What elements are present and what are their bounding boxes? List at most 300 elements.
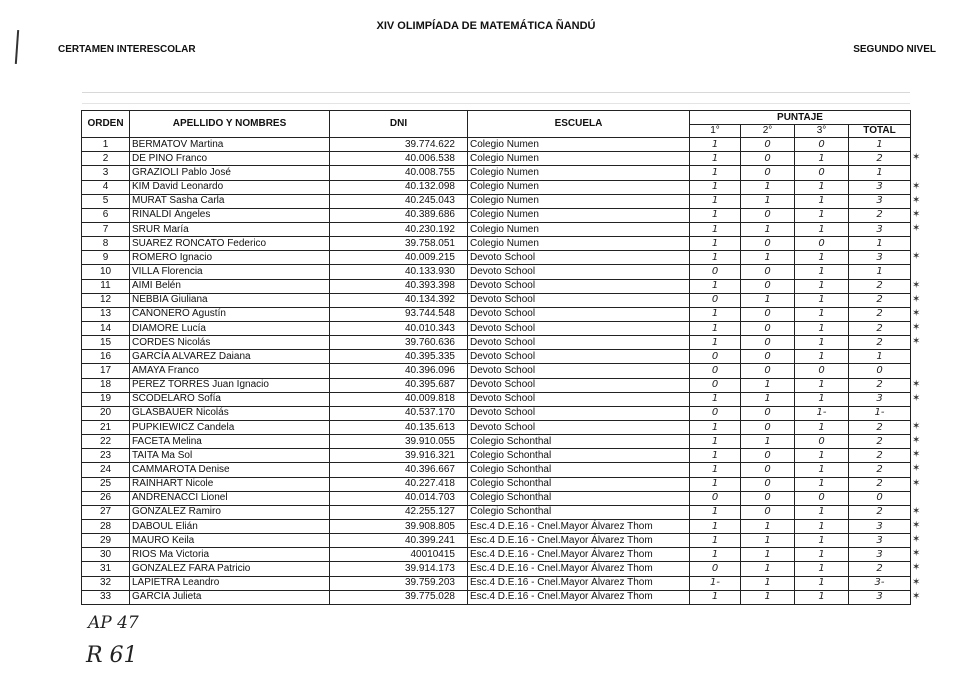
cell-orden: 20 <box>82 406 130 420</box>
cell-escuela: Devoto School <box>468 321 690 335</box>
cell-total: 2 <box>849 279 911 293</box>
cell-total: 2 <box>849 449 911 463</box>
cell-total: 2 <box>849 562 911 576</box>
cell-p2: 1 <box>741 392 795 406</box>
cell-p1: 1 <box>690 548 741 562</box>
competition-label: CERTAMEN INTERESCOLAR <box>58 44 196 55</box>
table-row <box>82 222 911 236</box>
cell-dni: 39.910.055 <box>330 435 468 449</box>
results-table <box>81 110 911 605</box>
cell-total: 0 <box>849 364 911 378</box>
cell-dni: 39.774.622 <box>330 138 468 152</box>
cell-p2: 0 <box>741 350 795 364</box>
table-row <box>82 307 911 321</box>
cell-orden: 19 <box>82 392 130 406</box>
cell-escuela: Esc.4 D.E.16 - Cnel.Mayor Álvarez Thom <box>468 590 690 604</box>
table-row <box>82 336 911 350</box>
margin-check-mark: ✶ <box>912 294 921 305</box>
margin-check-mark: ✶ <box>912 251 921 262</box>
cell-p3: 0 <box>795 237 849 251</box>
cell-escuela: Esc.4 D.E.16 - Cnel.Mayor Álvarez Thom <box>468 548 690 562</box>
table-row <box>82 392 911 406</box>
cell-nombre: GARCÍA Julieta <box>130 590 330 604</box>
cell-p2: 0 <box>741 307 795 321</box>
header-p2: 2° <box>741 125 795 138</box>
cell-p1: 1 <box>690 463 741 477</box>
cell-orden: 7 <box>82 222 130 236</box>
cell-escuela: Esc.4 D.E.16 - Cnel.Mayor Álvarez Thom <box>468 519 690 533</box>
cell-total: 1 <box>849 138 911 152</box>
cell-p1: 1 <box>690 138 741 152</box>
header-p3: 3° <box>795 125 849 138</box>
cell-total: 2 <box>849 505 911 519</box>
cell-escuela: Devoto School <box>468 265 690 279</box>
cell-total: 3- <box>849 576 911 590</box>
cell-dni: 39.759.203 <box>330 576 468 590</box>
cell-p3: 1 <box>795 152 849 166</box>
table-row <box>82 166 911 180</box>
cell-total: 3 <box>849 222 911 236</box>
table-row <box>82 435 911 449</box>
table-row <box>82 138 911 152</box>
cell-p3: 0 <box>795 138 849 152</box>
margin-check-mark: ✶ <box>912 195 921 206</box>
cell-nombre: AIMI Belén <box>130 279 330 293</box>
cell-dni: 42.255.127 <box>330 505 468 519</box>
cell-nombre: ROMERO Ignacio <box>130 251 330 265</box>
cell-total: 2 <box>849 463 911 477</box>
cell-p2: 0 <box>741 505 795 519</box>
cell-escuela: Devoto School <box>468 336 690 350</box>
cell-p3: 1 <box>795 251 849 265</box>
cell-escuela: Devoto School <box>468 392 690 406</box>
cell-orden: 11 <box>82 279 130 293</box>
cell-dni: 40.396.667 <box>330 463 468 477</box>
cell-nombre: SRUR María <box>130 222 330 236</box>
cell-p2: 0 <box>741 208 795 222</box>
cell-dni: 40.135.613 <box>330 420 468 434</box>
cell-total: 2 <box>849 307 911 321</box>
cell-orden: 12 <box>82 293 130 307</box>
cell-nombre: SCODELARO Sofía <box>130 392 330 406</box>
cell-nombre: CAMMAROTA Denise <box>130 463 330 477</box>
cell-orden: 24 <box>82 463 130 477</box>
cell-nombre: RINALDI Ángeles <box>130 208 330 222</box>
header-escuela: ESCUELA <box>468 111 690 138</box>
cell-dni: 40.395.335 <box>330 350 468 364</box>
cell-dni: 40.009.818 <box>330 392 468 406</box>
table-row <box>82 420 911 434</box>
cell-dni: 40.389.686 <box>330 208 468 222</box>
cell-orden: 8 <box>82 237 130 251</box>
cell-p1: 1 <box>690 435 741 449</box>
cell-orden: 16 <box>82 350 130 364</box>
cell-p2: 0 <box>741 152 795 166</box>
cell-p3: 1 <box>795 463 849 477</box>
cell-p2: 1 <box>741 576 795 590</box>
cell-dni: 40.010.343 <box>330 321 468 335</box>
cell-dni: 40.245.043 <box>330 194 468 208</box>
cell-p3: 0 <box>795 435 849 449</box>
cell-total: 3 <box>849 392 911 406</box>
cell-total: 3 <box>849 548 911 562</box>
margin-check-mark: ✶ <box>912 181 921 192</box>
table-row <box>82 279 911 293</box>
cell-dni: 40.396.096 <box>330 364 468 378</box>
cell-nombre: MAURO Keila <box>130 534 330 548</box>
cell-p2: 0 <box>741 420 795 434</box>
cell-p1: 1 <box>690 519 741 533</box>
cell-orden: 32 <box>82 576 130 590</box>
table-row <box>82 576 911 590</box>
table-row <box>82 449 911 463</box>
cell-orden: 29 <box>82 534 130 548</box>
cell-escuela: Colegio Numen <box>468 208 690 222</box>
cell-dni: 40.227.418 <box>330 477 468 491</box>
cell-dni: 39.908.805 <box>330 519 468 533</box>
table-row <box>82 208 911 222</box>
cell-nombre: KIM David Leonardo <box>130 180 330 194</box>
cell-orden: 1 <box>82 138 130 152</box>
cell-dni: 39.758.051 <box>330 237 468 251</box>
cell-total: 1 <box>849 265 911 279</box>
cell-dni: 39.914.173 <box>330 562 468 576</box>
cell-p2: 1 <box>741 251 795 265</box>
cell-p3: 1- <box>795 406 849 420</box>
cell-p3: 1 <box>795 336 849 350</box>
table-row <box>82 364 911 378</box>
cell-nombre: AMAYA Franco <box>130 364 330 378</box>
cell-nombre: GRAZIOLI Pablo José <box>130 166 330 180</box>
results-body <box>82 138 911 605</box>
cell-orden: 31 <box>82 562 130 576</box>
cell-p2: 0 <box>741 279 795 293</box>
margin-check-mark: ✶ <box>912 152 921 163</box>
cell-dni: 40.133.930 <box>330 265 468 279</box>
cell-total: 2 <box>849 336 911 350</box>
cell-dni: 39.760.636 <box>330 336 468 350</box>
cell-p2: 1 <box>741 590 795 604</box>
cell-total: 1 <box>849 166 911 180</box>
cell-nombre: PUPKIEWICZ Candela <box>130 420 330 434</box>
table-row <box>82 350 911 364</box>
cell-nombre: MURAT Sasha Carla <box>130 194 330 208</box>
cell-nombre: RIOS Ma Victoria <box>130 548 330 562</box>
cell-dni: 40010415 <box>330 548 468 562</box>
cell-p1: 0 <box>690 378 741 392</box>
cell-orden: 27 <box>82 505 130 519</box>
table-row <box>82 463 911 477</box>
cell-orden: 30 <box>82 548 130 562</box>
margin-check-mark: ✶ <box>912 421 921 432</box>
cell-escuela: Devoto School <box>468 420 690 434</box>
table-row <box>82 406 911 420</box>
cell-p3: 0 <box>795 166 849 180</box>
margin-check-mark: ✶ <box>912 562 921 573</box>
cell-escuela: Colegio Schonthal <box>468 505 690 519</box>
cell-orden: 23 <box>82 449 130 463</box>
cell-nombre: CAÑONERO Agustín <box>130 307 330 321</box>
cell-p3: 1 <box>795 307 849 321</box>
cell-orden: 3 <box>82 166 130 180</box>
cell-escuela: Colegio Schonthal <box>468 449 690 463</box>
header-total: TOTAL <box>849 125 911 138</box>
cell-p1: 1 <box>690 590 741 604</box>
cell-orden: 5 <box>82 194 130 208</box>
margin-check-mark: ✶ <box>912 336 921 347</box>
table-row <box>82 505 911 519</box>
cell-p2: 1 <box>741 534 795 548</box>
margin-check-mark: ✶ <box>912 449 921 460</box>
cell-p2: 0 <box>741 237 795 251</box>
cell-p1: 1 <box>690 208 741 222</box>
cell-p1: 0 <box>690 265 741 279</box>
cell-nombre: SUAREZ RONCATO Federico <box>130 237 330 251</box>
cell-p1: 1 <box>690 477 741 491</box>
cell-nombre: DE PINO Franco <box>130 152 330 166</box>
cell-p2: 1 <box>741 378 795 392</box>
cell-total: 3 <box>849 519 911 533</box>
cell-escuela: Devoto School <box>468 251 690 265</box>
cell-escuela: Colegio Schonthal <box>468 463 690 477</box>
cell-p1: 1 <box>690 449 741 463</box>
header-orden: ORDEN <box>82 111 130 138</box>
cell-p1: 1 <box>690 505 741 519</box>
margin-check-mark: ✶ <box>912 506 921 517</box>
table-row <box>82 477 911 491</box>
cell-p2: 0 <box>741 491 795 505</box>
cell-p2: 0 <box>741 321 795 335</box>
cell-p3: 1 <box>795 449 849 463</box>
cell-escuela: Devoto School <box>468 293 690 307</box>
level-label: SEGUNDO NIVEL <box>853 44 936 55</box>
cell-dni: 39.916.321 <box>330 449 468 463</box>
cell-p3: 1 <box>795 392 849 406</box>
cell-orden: 28 <box>82 519 130 533</box>
cell-orden: 25 <box>82 477 130 491</box>
cell-escuela: Colegio Schonthal <box>468 477 690 491</box>
cell-p1: 1 <box>690 420 741 434</box>
cell-escuela: Devoto School <box>468 364 690 378</box>
cell-p1: 0 <box>690 491 741 505</box>
cell-orden: 17 <box>82 364 130 378</box>
margin-check-mark: ✶ <box>912 534 921 545</box>
cell-escuela: Esc.4 D.E.16 - Cnel.Mayor Álvarez Thom <box>468 576 690 590</box>
cell-p3: 1 <box>795 279 849 293</box>
margin-check-mark: ✶ <box>912 393 921 404</box>
header-row <box>82 111 911 125</box>
cell-orden: 2 <box>82 152 130 166</box>
cell-orden: 4 <box>82 180 130 194</box>
table-row <box>82 251 911 265</box>
margin-check-mark: ✶ <box>912 308 921 319</box>
cell-total: 3 <box>849 534 911 548</box>
cell-escuela: Colegio Numen <box>468 222 690 236</box>
cell-p1: 1 <box>690 237 741 251</box>
cell-p1: 1 <box>690 194 741 208</box>
cell-p1: 1 <box>690 279 741 293</box>
cell-p3: 1 <box>795 350 849 364</box>
cell-p1: 1 <box>690 534 741 548</box>
cell-p2: 0 <box>741 138 795 152</box>
cell-total: 1- <box>849 406 911 420</box>
cell-p3: 1 <box>795 477 849 491</box>
cell-escuela: Devoto School <box>468 279 690 293</box>
table-row <box>82 519 911 533</box>
cell-escuela: Colegio Numen <box>468 180 690 194</box>
margin-check-mark: ✶ <box>912 223 921 234</box>
cell-dni: 40.134.392 <box>330 293 468 307</box>
cell-p1: 1 <box>690 166 741 180</box>
handwritten-note-r: R 61 <box>86 643 138 668</box>
cell-p2: 0 <box>741 364 795 378</box>
table-row <box>82 491 911 505</box>
cell-p3: 1 <box>795 505 849 519</box>
table-row <box>82 590 911 604</box>
cell-total: 0 <box>849 491 911 505</box>
margin-check-mark: ✶ <box>912 478 921 489</box>
cell-p1: 0 <box>690 350 741 364</box>
table-row <box>82 194 911 208</box>
cell-nombre: GONZALEZ Ramiro <box>130 505 330 519</box>
cell-p3: 1 <box>795 519 849 533</box>
cell-total: 3 <box>849 180 911 194</box>
cell-p1: 1 <box>690 152 741 166</box>
cell-p1: 0 <box>690 364 741 378</box>
table-row <box>82 378 911 392</box>
table-row <box>82 548 911 562</box>
margin-check-mark: ✶ <box>912 520 921 531</box>
cell-dni: 39.775.028 <box>330 590 468 604</box>
cell-orden: 21 <box>82 420 130 434</box>
cell-escuela: Esc.4 D.E.16 - Cnel.Mayor Álvarez Thom <box>468 562 690 576</box>
cell-total: 2 <box>849 435 911 449</box>
cell-p1: 1 <box>690 392 741 406</box>
header-nombre: APELLIDO Y NOMBRES <box>130 111 330 138</box>
cell-dni: 93.744.548 <box>330 307 468 321</box>
margin-check-mark: ✶ <box>912 577 921 588</box>
cell-total: 2 <box>849 321 911 335</box>
cell-nombre: PEREZ TORRES Juan Ignacio <box>130 378 330 392</box>
table-row <box>82 237 911 251</box>
cell-dni: 40.006.538 <box>330 152 468 166</box>
margin-check-mark: ✶ <box>912 548 921 559</box>
table-row <box>82 293 911 307</box>
table-row <box>82 265 911 279</box>
margin-check-mark: ✶ <box>912 435 921 446</box>
cell-p1: 1 <box>690 251 741 265</box>
cell-nombre: LAPIETRA Leandro <box>130 576 330 590</box>
cell-orden: 6 <box>82 208 130 222</box>
cell-p3: 0 <box>795 491 849 505</box>
cell-p3: 1 <box>795 534 849 548</box>
cell-escuela: Colegio Schonthal <box>468 435 690 449</box>
cell-nombre: DABOUL Elián <box>130 519 330 533</box>
cell-dni: 40.537.170 <box>330 406 468 420</box>
cell-p3: 1 <box>795 293 849 307</box>
cell-total: 1 <box>849 237 911 251</box>
cell-p2: 1 <box>741 548 795 562</box>
cell-total: 2 <box>849 152 911 166</box>
cell-total: 2 <box>849 208 911 222</box>
page-title: XIV OLIMPÍADA DE MATEMÁTICA ÑANDÚ <box>376 20 596 32</box>
cell-escuela: Colegio Numen <box>468 152 690 166</box>
cell-nombre: VILLA Florencia <box>130 265 330 279</box>
cell-p2: 0 <box>741 406 795 420</box>
cell-nombre: GLASBAUER Nicolás <box>130 406 330 420</box>
table-row <box>82 534 911 548</box>
table-row <box>82 562 911 576</box>
cell-p1: 1 <box>690 336 741 350</box>
cell-escuela: Colegio Numen <box>468 138 690 152</box>
cell-dni: 40.009.215 <box>330 251 468 265</box>
cell-orden: 15 <box>82 336 130 350</box>
margin-pen-mark <box>15 30 19 64</box>
cell-dni: 40.014.703 <box>330 491 468 505</box>
cell-p3: 1 <box>795 265 849 279</box>
cell-p2: 1 <box>741 222 795 236</box>
cell-dni: 40.393.398 <box>330 279 468 293</box>
header-puntaje: PUNTAJE <box>690 111 911 125</box>
cell-p2: 1 <box>741 293 795 307</box>
cell-p1: 1 <box>690 321 741 335</box>
cell-p3: 1 <box>795 378 849 392</box>
cell-p2: 1 <box>741 562 795 576</box>
cell-escuela: Esc.4 D.E.16 - Cnel.Mayor Álvarez Thom <box>468 534 690 548</box>
cell-p2: 0 <box>741 449 795 463</box>
cell-nombre: BERMATOV Martina <box>130 138 330 152</box>
cell-p1: 1 <box>690 180 741 194</box>
cell-nombre: GONZALEZ FARA Patricio <box>130 562 330 576</box>
cell-orden: 22 <box>82 435 130 449</box>
cell-p3: 1 <box>795 222 849 236</box>
cell-dni: 40.230.192 <box>330 222 468 236</box>
margin-check-mark: ✶ <box>912 209 921 220</box>
cell-orden: 33 <box>82 590 130 604</box>
cell-dni: 40.395.687 <box>330 378 468 392</box>
cell-p1: 1- <box>690 576 741 590</box>
cell-nombre: RAINHART Nicole <box>130 477 330 491</box>
cell-total: 3 <box>849 590 911 604</box>
cell-p1: 1 <box>690 307 741 321</box>
cell-p2: 1 <box>741 194 795 208</box>
cell-total: 2 <box>849 477 911 491</box>
cell-p2: 0 <box>741 166 795 180</box>
cell-total: 2 <box>849 378 911 392</box>
cell-orden: 9 <box>82 251 130 265</box>
handwritten-note-ap: AP 47 <box>88 613 139 633</box>
cell-escuela: Colegio Numen <box>468 166 690 180</box>
cell-dni: 40.132.098 <box>330 180 468 194</box>
cell-p2: 0 <box>741 477 795 491</box>
cell-total: 3 <box>849 251 911 265</box>
margin-check-mark: ✶ <box>912 463 921 474</box>
cell-p3: 1 <box>795 180 849 194</box>
cell-escuela: Devoto School <box>468 350 690 364</box>
margin-check-mark: ✶ <box>912 322 921 333</box>
cell-p3: 1 <box>795 576 849 590</box>
cell-p2: 1 <box>741 180 795 194</box>
table-row <box>82 321 911 335</box>
margin-check-mark: ✶ <box>912 379 921 390</box>
cell-p1: 0 <box>690 406 741 420</box>
header-dni: DNI <box>330 111 468 138</box>
cell-p3: 1 <box>795 194 849 208</box>
margin-check-mark: ✶ <box>912 280 921 291</box>
cell-nombre: CORDES Nicolás <box>130 336 330 350</box>
cell-p3: 1 <box>795 590 849 604</box>
cell-p2: 1 <box>741 435 795 449</box>
